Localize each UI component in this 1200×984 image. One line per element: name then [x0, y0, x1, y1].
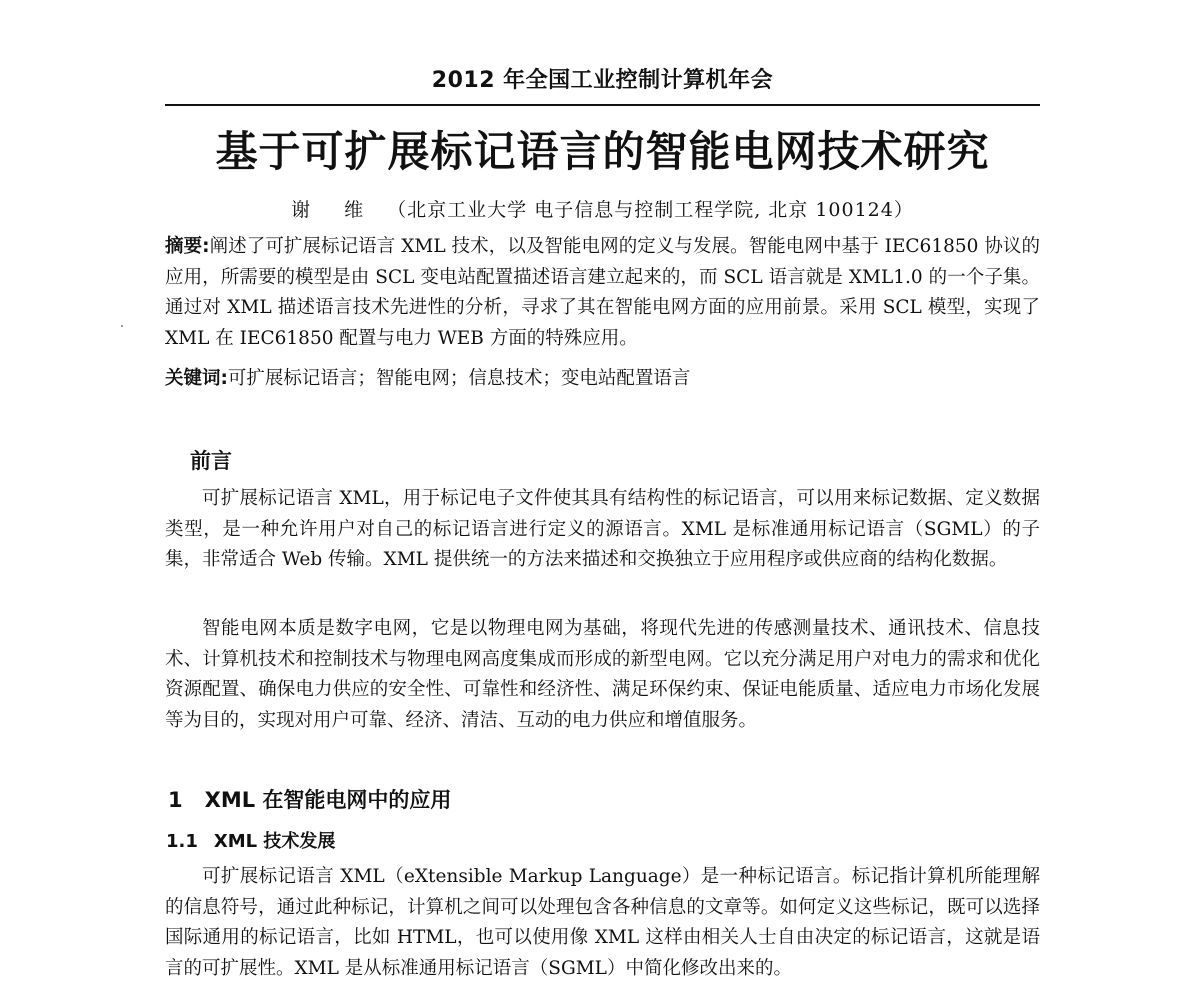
preface-paragraph-2: 智能电网本质是数字电网，它是以物理电网为基础，将现代先进的传感测量技术、通讯技术、信息技术、计算机技术和控制技术与物理电网高度集成而形成的新型电网。它以充分满足用户对电力的需求和优化资源配置、确保电力供应的安全性、可靠性和经济性、满足环保约束、保证电能质量、适应电力市场化发展等为目的，实现对用户可靠、经济、清洁、互动的电力供应和增值服务。 — [165, 618, 1040, 731]
section-1-1-paragraph-1: 可扩展标记语言 XML（eXtensible Markup Language）是一种标记语言。标记指计算机所能理解的信息符号，通过此种标记，计算机之间可以处理包含各种信息的文章等。如何定义这些标记，既可以选择国际通用的标记语言，比如 HTML，也可以使用像 XML 这样由相关人士自由决定的标记语言，这就是语言的可扩展性。XML 是从标准通用标记语言（SGML）中简化修改出来的。 — [165, 866, 1040, 979]
author-affiliation: （北京工业大学 电子信息与控制工程学院, 北京 100124） — [387, 199, 914, 221]
keywords — [165, 364, 1040, 395]
abstract-label: 摘要: — [165, 236, 210, 257]
section-1-title: XML 在智能电网中的应用 — [204, 788, 452, 812]
section-1-1-number: 1.1 — [166, 831, 198, 852]
keywords-label: 关键词: — [165, 368, 228, 389]
section-1-1-heading — [166, 828, 335, 856]
abstract-text: 阐述了可扩展标记语言 XML 技术，以及智能电网的定义与发展。智能电网中基于 IEC61850 协议的应用，所需要的模型是由 SCL 变电站配置描述语言建立起来的，而 SCL 语言就是 XML1.0 的一个子集。通过对 XML 描述语言技术先进性的分析，寻求了其在智能电网方面的应用前景。采用 SCL 模型，实现了 XML 在 IEC61850 配置与电力 WEB 方面的特殊应用。 — [165, 236, 1040, 349]
section-1-number: 1 — [168, 788, 183, 812]
preface-heading: 前言 — [190, 449, 232, 473]
preface-paragraph-1: 可扩展标记语言 XML，用于标记电子文件使其具有结构性的标记语言，可以用来标记数据、定义数据类型，是一种允许用户对自己的标记语言进行定义的源语言。XML 是标准通用标记语言（SGML）的子集，非常适合 Web 传输。XML 提供统一的方法来描述和交换独立于应用程序或供应商的结构化数据。 — [165, 488, 1040, 570]
scan-speck — [121, 325, 123, 327]
paper-title: 基于可扩展标记语言的智能电网技术研究 — [215, 127, 990, 176]
section-1-heading — [168, 784, 451, 816]
author-name: 谢 维 — [291, 199, 378, 221]
header-rule — [165, 104, 1040, 106]
abstract — [165, 232, 1040, 354]
author-line — [165, 196, 1040, 224]
keywords-text: 可扩展标记语言；智能电网；信息技术；变电站配置语言 — [227, 368, 691, 389]
section-1-1-title: XML 技术发展 — [213, 831, 336, 852]
conference-header: 2012 年全国工业控制计算机年会 — [431, 68, 774, 93]
